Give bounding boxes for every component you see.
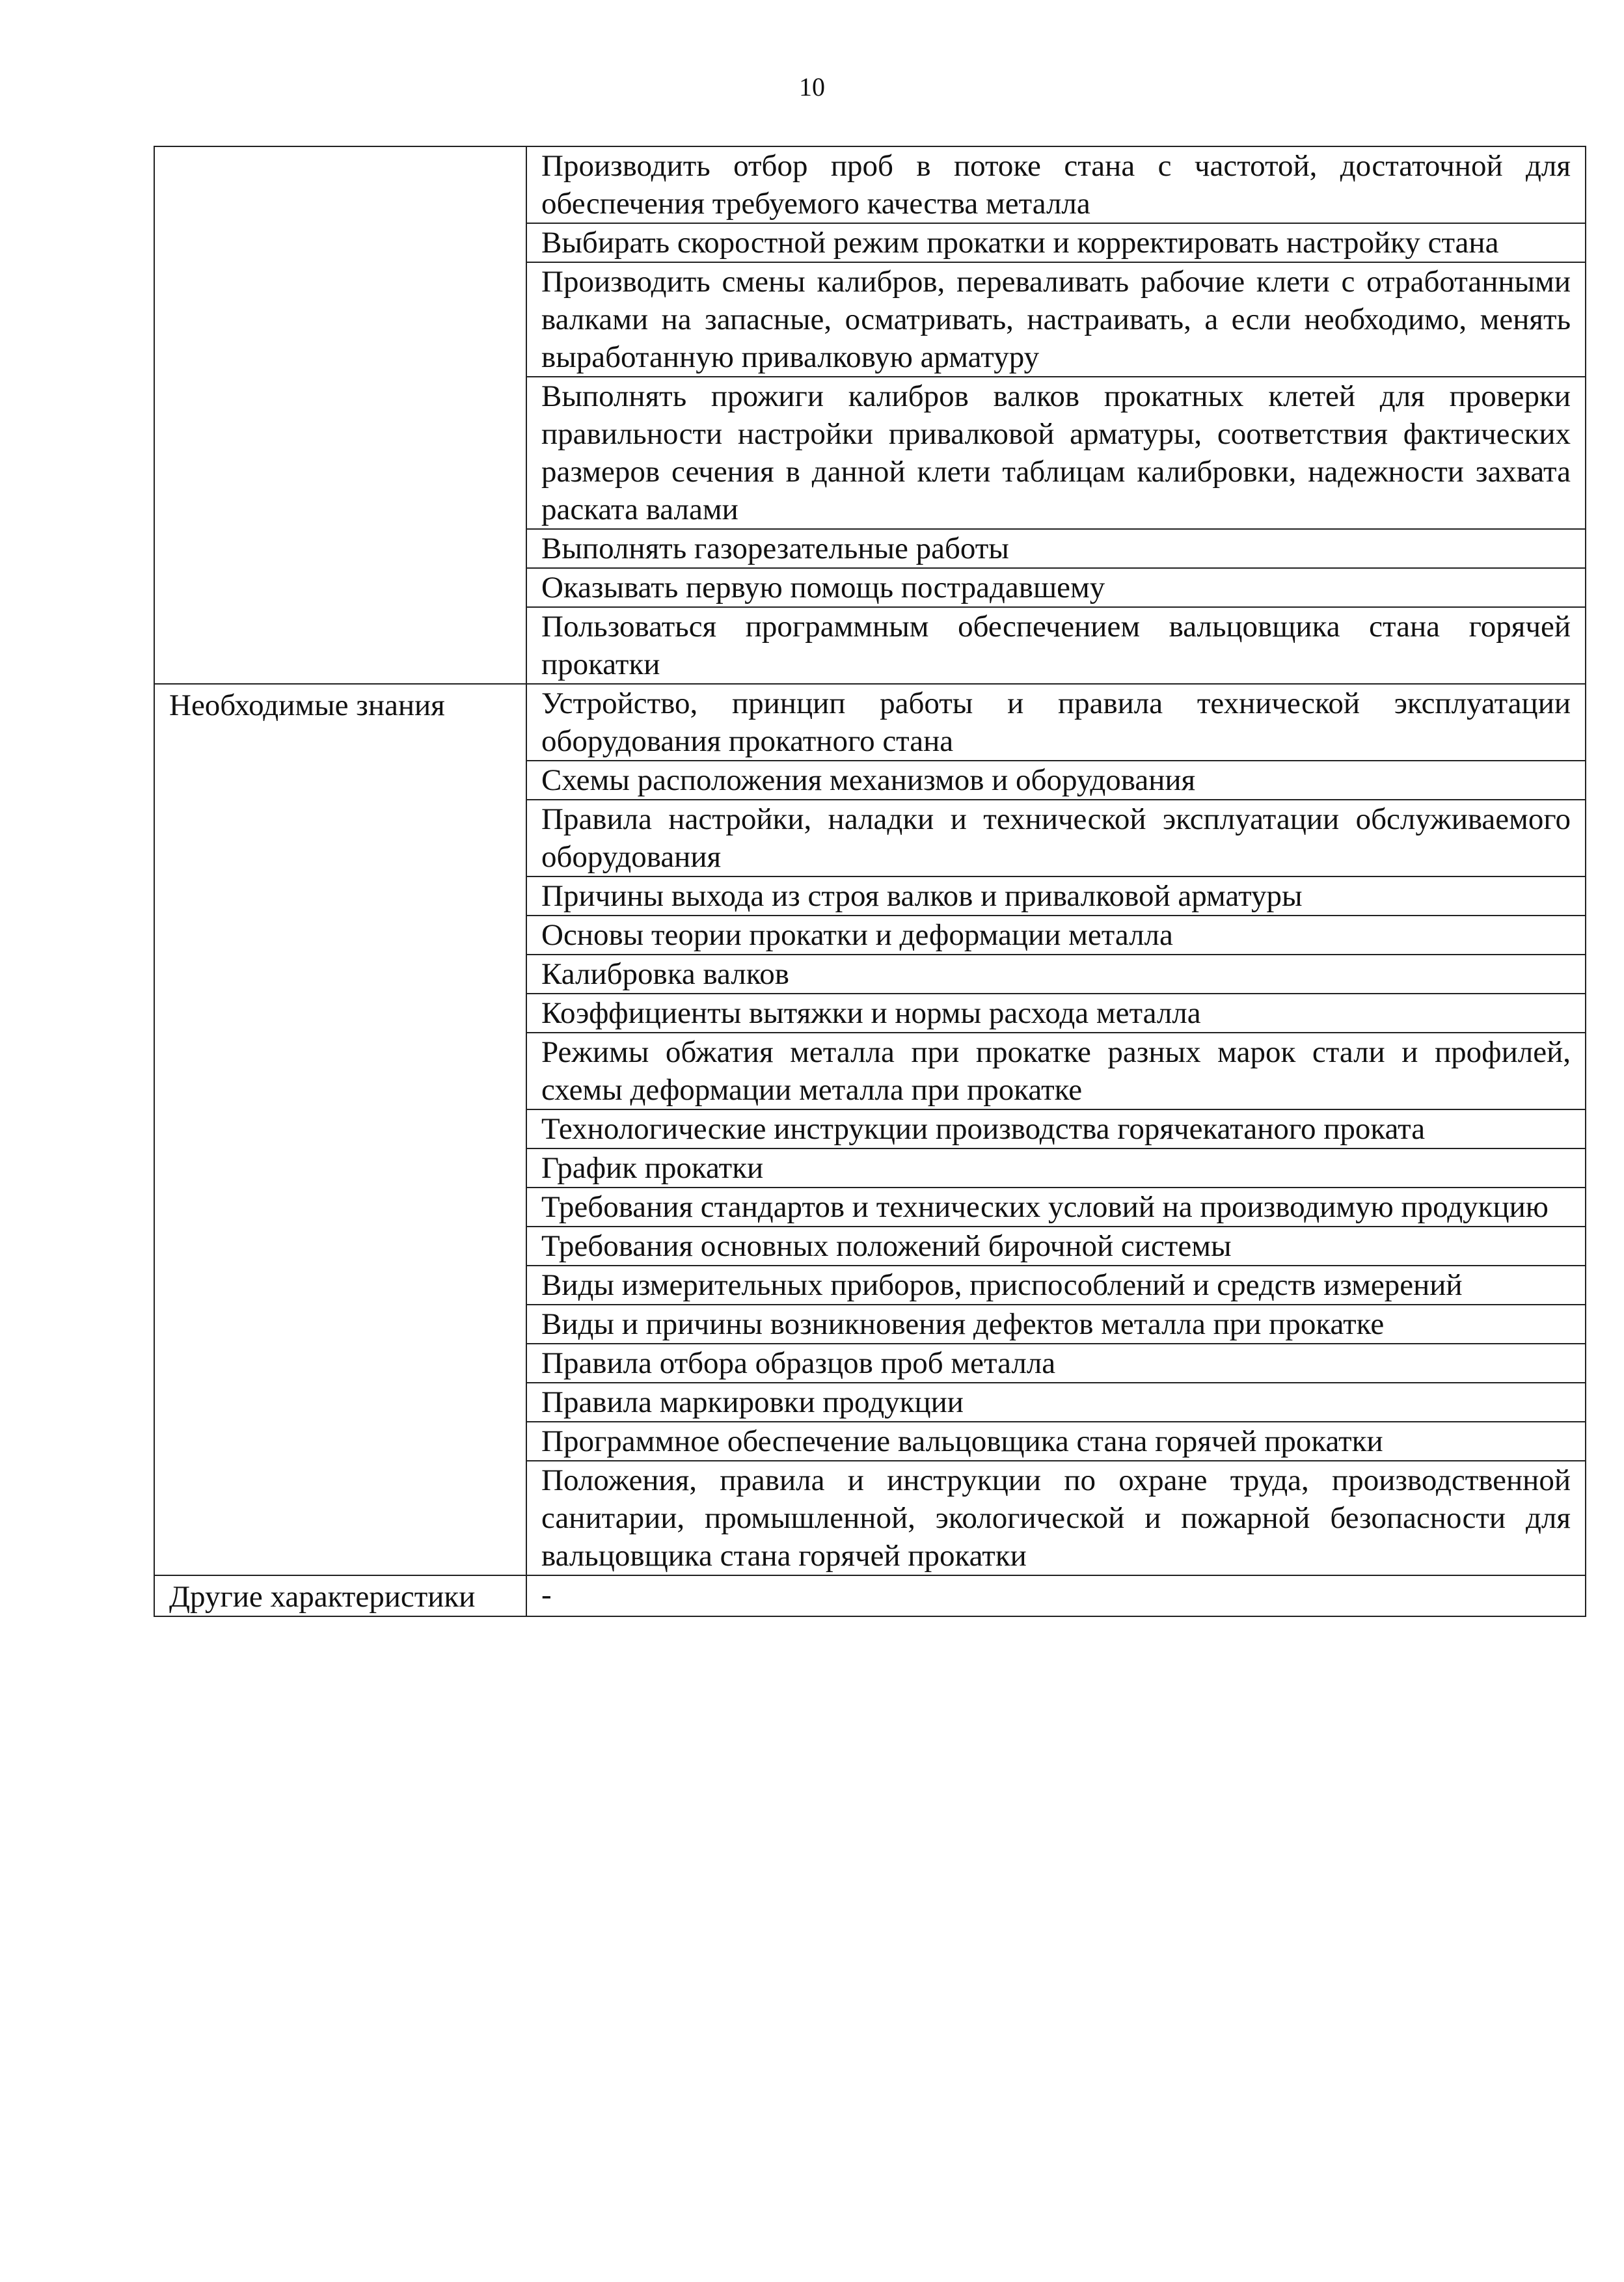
table-row <box>154 684 1586 761</box>
requirement-cell: Программное обеспечение вальцовщика стана горячей прокатки <box>526 1422 1586 1461</box>
requirement-cell: Оказывать первую помощь пострадавшему <box>526 568 1586 607</box>
requirement-cell: - <box>526 1575 1586 1616</box>
requirement-cell: Требования стандартов и технических условий на производимую продукцию <box>526 1188 1586 1227</box>
requirement-cell: Устройство, принцип работы и правила технической эксплуатации оборудования прокатного стана <box>526 684 1586 761</box>
table-row <box>154 1575 1586 1616</box>
requirement-cell: Положения, правила и инструкции по охране труда, производственной санитарии, промышленной, экологической и пожарной безопасности для вальцовщика стана горячей прокатки <box>526 1461 1586 1575</box>
group-label-cell <box>154 146 526 684</box>
requirement-cell: Требования основных положений бирочной системы <box>526 1227 1586 1266</box>
requirement-cell: Причины выхода из строя валков и привалковой арматуры <box>526 876 1586 916</box>
requirement-cell: Технологические инструкции производства горячекатаного проката <box>526 1109 1586 1148</box>
group-label-cell: Другие характеристики <box>154 1575 526 1616</box>
requirements-table-body <box>154 146 1586 1616</box>
requirement-cell: Основы теории прокатки и деформации металла <box>526 916 1586 955</box>
requirement-cell: Производить отбор проб в потоке стана с частотой, достаточной для обеспечения требуемого качества металла <box>526 146 1586 223</box>
requirement-cell: Виды измерительных приборов, приспособлений и средств измерений <box>526 1266 1586 1305</box>
requirement-cell: Калибровка валков <box>526 955 1586 994</box>
requirement-cell: Производить смены калибров, переваливать рабочие клети с отработанными валками на запасные, осматривать, настраивать, а если необходимо, менять выработанную привалковую арматуру <box>526 262 1586 377</box>
page-number: 10 <box>799 72 825 102</box>
requirement-cell: Схемы расположения механизмов и оборудования <box>526 761 1586 800</box>
requirement-cell: Коэффициенты вытяжки и нормы расхода металла <box>526 994 1586 1033</box>
requirement-cell: Правила отбора образцов проб металла <box>526 1344 1586 1383</box>
table-row <box>154 146 1586 223</box>
requirement-cell: Виды и причины возникновения дефектов металла при прокатке <box>526 1305 1586 1344</box>
requirement-cell: График прокатки <box>526 1148 1586 1188</box>
requirement-cell: Пользоваться программным обеспечением вальцовщика стана горячей прокатки <box>526 607 1586 684</box>
requirements-table <box>154 146 1586 1617</box>
requirement-cell: Режимы обжатия металла при прокатке разных марок стали и профилей, схемы деформации металла при прокатке <box>526 1033 1586 1109</box>
requirement-cell: Выполнять прожиги калибров валков прокатных клетей для проверки правильности настройки привалковой арматуры, соответствия фактических размеров сечения в данной клети таблицам калибровки, надежности захвата раската валами <box>526 377 1586 529</box>
requirement-cell: Выполнять газорезательные работы <box>526 529 1586 568</box>
requirement-cell: Правила маркировки продукции <box>526 1383 1586 1422</box>
requirement-cell: Правила настройки, наладки и технической эксплуатации обслуживаемого оборудования <box>526 800 1586 876</box>
group-label-cell: Необходимые знания <box>154 684 526 1575</box>
requirement-cell: Выбирать скоростной режим прокатки и корректировать настройку стана <box>526 223 1586 262</box>
